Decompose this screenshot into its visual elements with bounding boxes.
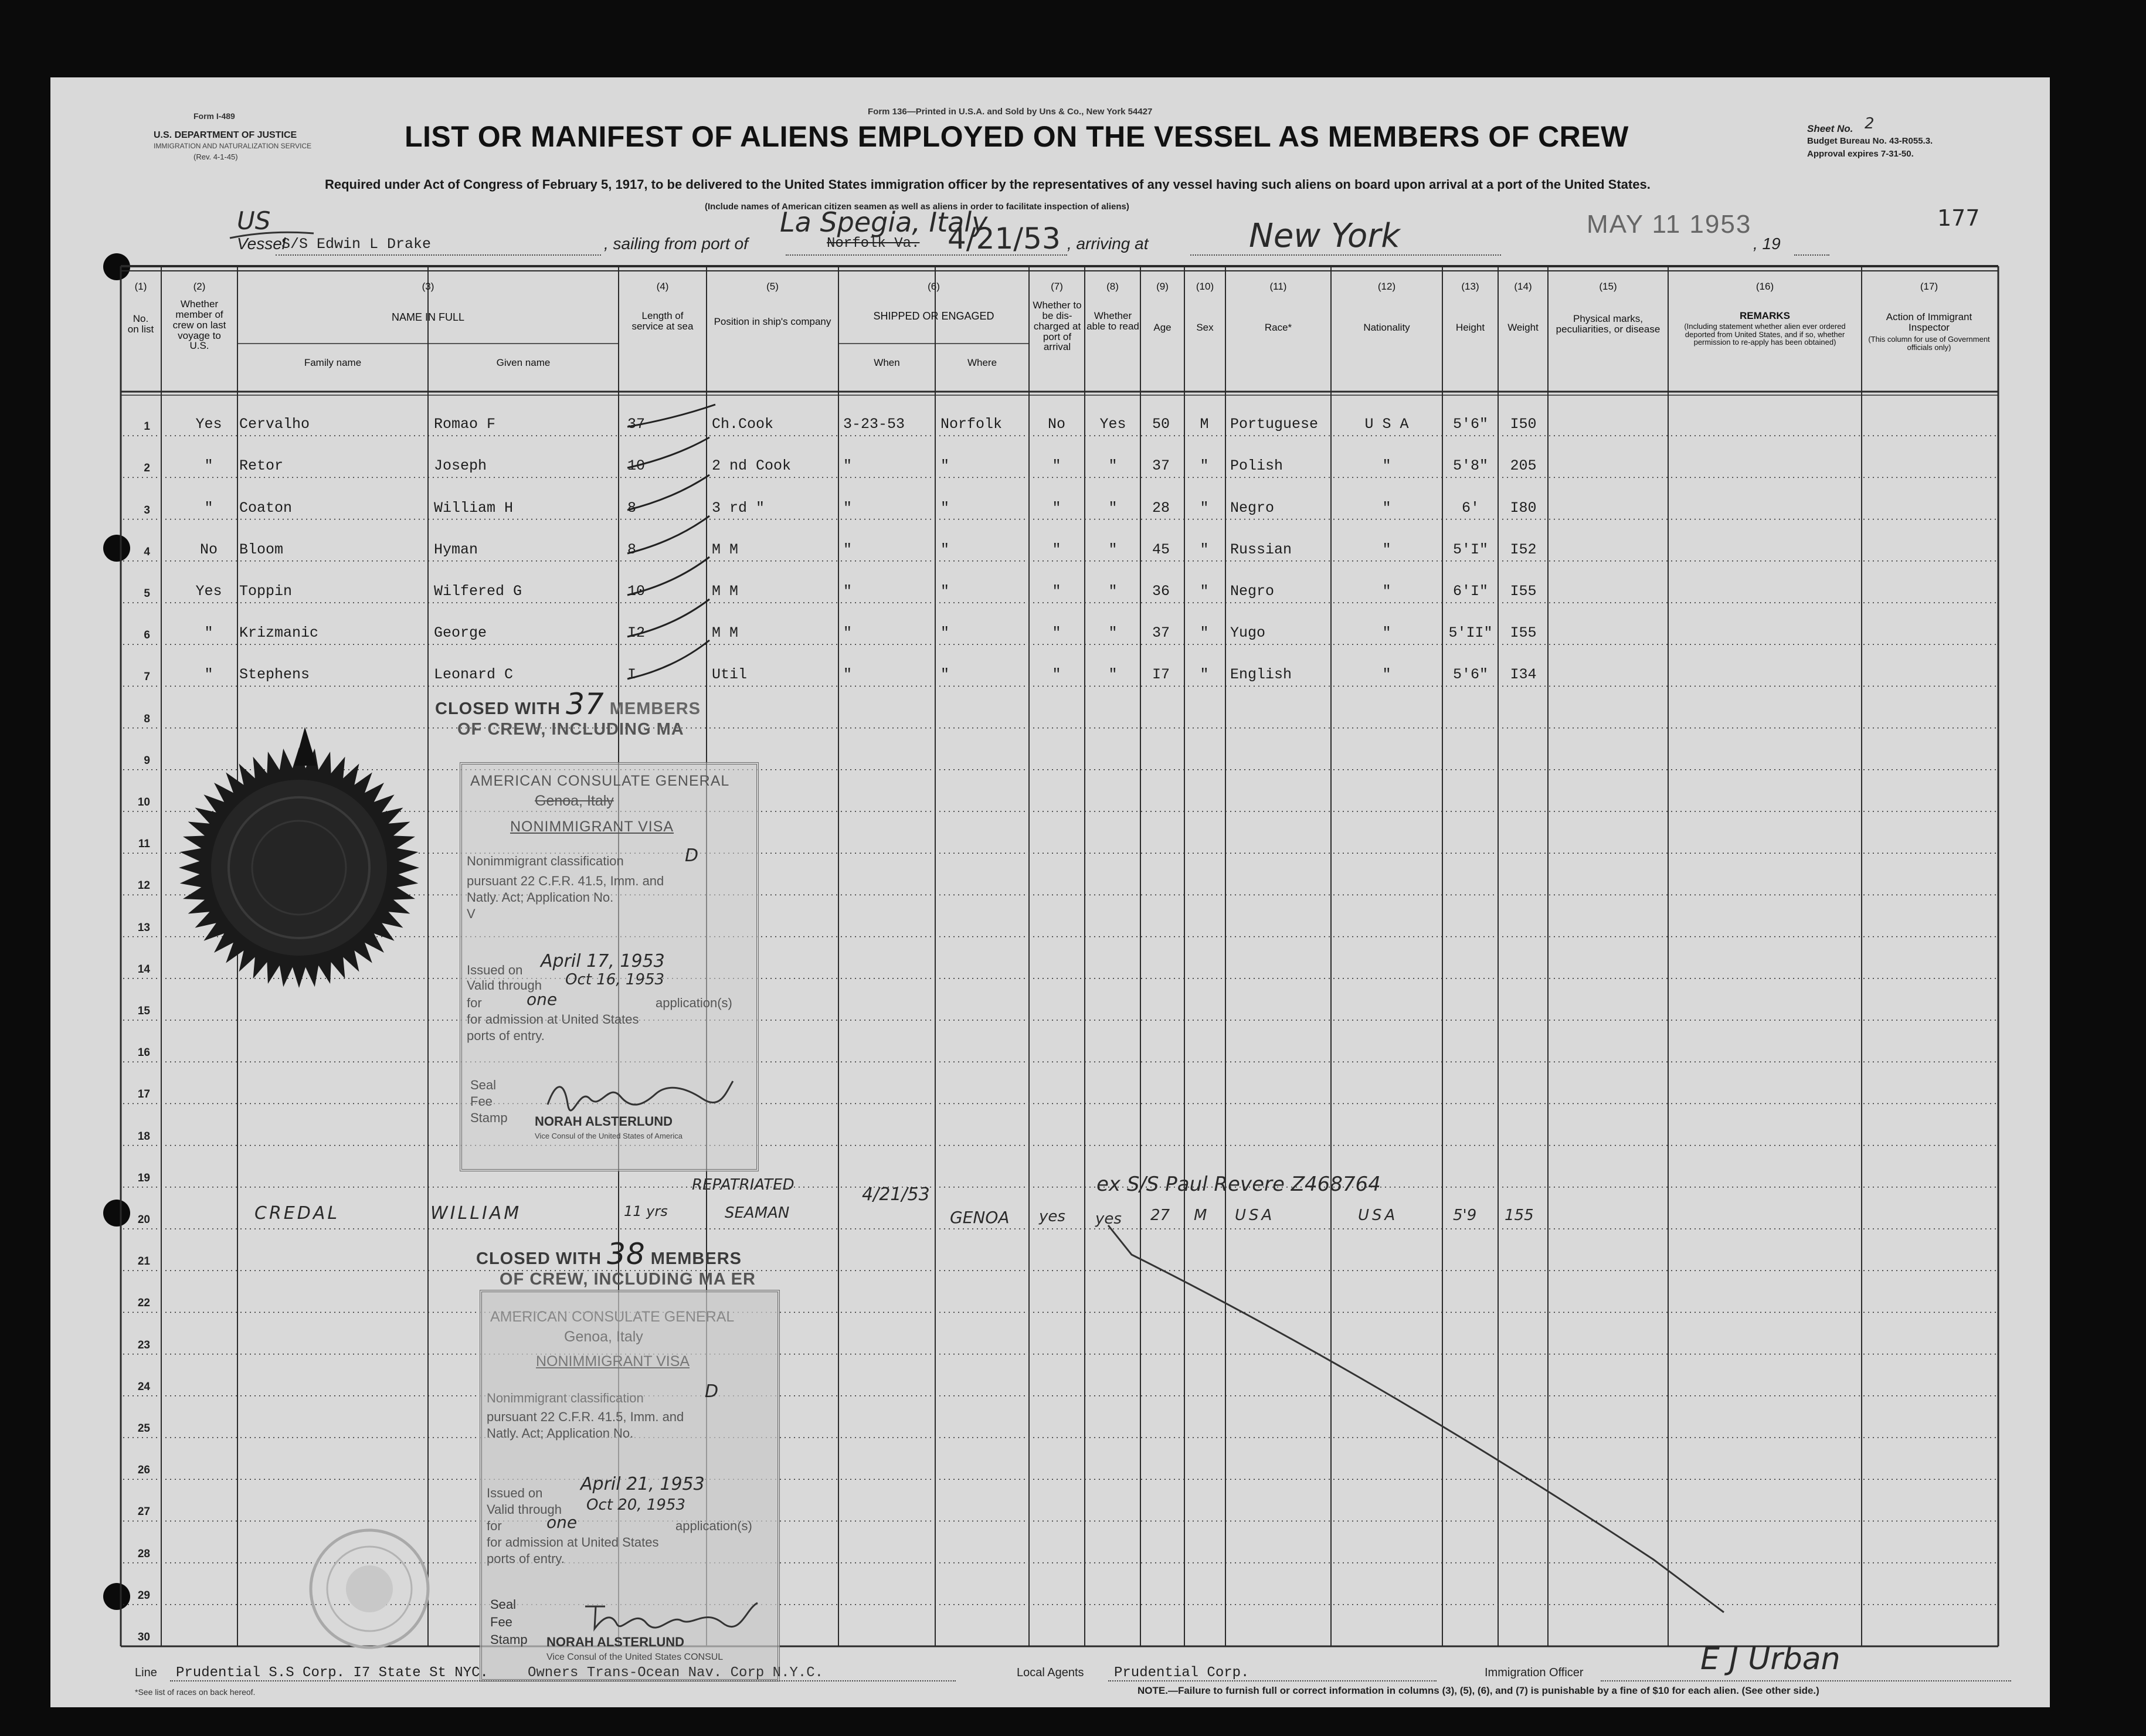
crew-family: Krizmanic <box>239 624 319 642</box>
printer-note: Form 136—Printed in U.S.A. and Sold by Uns & Co., New York 54427 <box>868 107 1153 117</box>
footer-owners-value: Owners Trans-Ocean Nav. Corp N.Y.C. <box>528 1665 824 1681</box>
col3-num: (3) <box>422 281 434 292</box>
col16-label: REMARKS <box>1740 310 1790 321</box>
col11-num: (11) <box>1269 281 1287 292</box>
added-read: yes <box>1095 1210 1122 1228</box>
added-when: 4/21/53 <box>862 1184 930 1205</box>
sheet-number: 2 <box>1865 115 1875 133</box>
crew-family: Retor <box>239 457 284 475</box>
col9-num: (9) <box>1156 281 1169 292</box>
page-title: LIST OR MANIFEST OF ALIENS EMPLOYED ON THE VESSEL AS MEMBERS OF CREW <box>405 120 1629 153</box>
crew-when: " <box>843 583 853 600</box>
page-number: 177 <box>1937 205 1980 231</box>
crew-read: " <box>1108 666 1118 684</box>
closed-stamp-1-line1: CLOSED WITH 37 MEMBERS <box>435 687 701 721</box>
added-position-top: REPATRIATED <box>692 1176 794 1194</box>
added-position: SEAMAN <box>725 1204 790 1222</box>
crew-position: Ch.Cook <box>712 416 774 433</box>
col6-label: SHIPPED OR ENGAGED <box>873 310 994 322</box>
footer-agents-label: Local Agents <box>1017 1666 1084 1679</box>
added-race: USA <box>1235 1207 1275 1224</box>
sailing-date-hand: 4/21/53 <box>948 222 1061 256</box>
crew-discharged: " <box>1052 541 1061 558</box>
col6-where: Where <box>967 357 997 368</box>
crew-weight: 205 <box>1510 457 1537 475</box>
col14-num: (14) <box>1514 281 1532 292</box>
service: IMMIGRATION AND NATURALIZATION SERVICE <box>154 142 312 150</box>
crew-weight: I55 <box>1510 624 1537 642</box>
crew-discharged: " <box>1052 499 1061 517</box>
crew-sex: " <box>1200 499 1209 517</box>
col14-label: Weight <box>1507 322 1539 333</box>
crew-discharged: " <box>1052 583 1061 600</box>
line-number: 10 <box>137 796 150 808</box>
col3-given: Given name <box>496 357 551 368</box>
crew-service: 8 <box>627 499 637 517</box>
crew-race: Yugo <box>1230 624 1266 642</box>
added-service: 11 yrs <box>624 1203 668 1219</box>
crew-prev: " <box>204 624 213 642</box>
footer-agents-value: Prudential Corp. <box>1114 1665 1249 1681</box>
crew-age: 36 <box>1152 583 1170 600</box>
crew-where: " <box>940 499 950 517</box>
footer-officer-label: Immigration Officer <box>1485 1666 1584 1679</box>
crew-service: I <box>627 666 637 684</box>
crew-weight: I80 <box>1510 499 1537 517</box>
crew-nationality: " <box>1382 457 1391 475</box>
col2-label: Whether member of crew on last voyage to U.S. <box>172 298 226 352</box>
footer-officer-signature: E J Urban <box>1700 1642 1841 1677</box>
crew-discharged: No <box>1047 416 1065 433</box>
subtitle: Required under Act of Congress of February 5, 1917, to be delivered to the United States immigration officer by the representatives of any vessel having such aliens on board upon arrival at a port of the United States. <box>325 177 1651 192</box>
faint-seal-icon <box>305 1524 434 1653</box>
crew-when: " <box>843 624 853 642</box>
crew-sex: " <box>1200 624 1209 642</box>
crew-given: Leonard C <box>434 666 514 684</box>
crew-age: 50 <box>1152 416 1170 433</box>
line-number: 17 <box>137 1088 150 1101</box>
col5-label: Position in ship's company <box>714 316 831 327</box>
col3-label: NAME IN FULL <box>391 311 465 323</box>
crew-position: 3 rd " <box>712 499 765 517</box>
line-number: 23 <box>137 1338 150 1351</box>
crew-nationality: " <box>1382 499 1391 517</box>
footer-line-value: Prudential S.S Corp. I7 State St NYC. <box>176 1665 488 1681</box>
crew-weight: I50 <box>1510 416 1537 433</box>
crew-service: 8 <box>627 541 637 558</box>
col17-num: (17) <box>1920 281 1938 292</box>
col11-label: Race* <box>1264 322 1292 333</box>
crew-height: 6'I" <box>1452 583 1488 600</box>
crew-weight: I34 <box>1510 666 1537 684</box>
line-number: 19 <box>137 1171 150 1184</box>
crew-discharged: " <box>1052 457 1061 475</box>
crew-given: Wilfered G <box>434 583 522 600</box>
col1-num: (1) <box>134 281 147 292</box>
crew-weight: I52 <box>1510 541 1537 558</box>
line-number: 15 <box>137 1005 150 1017</box>
added-sex: M <box>1194 1207 1207 1224</box>
crew-height: 5'8" <box>1452 457 1488 475</box>
vessel-prefix: US <box>237 206 271 235</box>
visa-stamp-1: AMERICAN CONSULATE GENERAL Genoa, Italy NONIMMIGRANT VISA Nonimmigrant classification D pursuant 22 C.F.R. 41.5, Imm. and Natly. Act; Application No. V Issued on April 17, 1953 Valid through Oct 16, 1953 for one application(s) for admission at United States ports of entry. Seal Fee Stamp NORAH ALSTERLUND Vice Consul of the United States of America <box>460 762 759 1171</box>
crew-where: " <box>940 624 950 642</box>
col15-num: (15) <box>1599 281 1617 292</box>
crew-read: " <box>1108 541 1118 558</box>
col17-sub: (This column for use of Government officials only) <box>1868 335 1990 352</box>
added-weight: 155 <box>1505 1207 1534 1224</box>
col10-label: Sex <box>1196 322 1214 333</box>
vessel-label: Vessel <box>237 235 286 253</box>
crew-where: " <box>940 583 950 600</box>
revision: (Rev. 4-1-45) <box>193 152 238 161</box>
line-number: 3 <box>144 504 150 517</box>
crew-weight: I55 <box>1510 583 1537 600</box>
crew-where: " <box>940 457 950 475</box>
crew-height: 5'II" <box>1448 624 1493 642</box>
crew-sex: " <box>1200 583 1209 600</box>
crew-prev: " <box>204 457 213 475</box>
arriving-at: New York <box>1249 217 1400 255</box>
sailing-label: , sailing from port of <box>604 235 748 253</box>
footer-note: NOTE.—Failure to furnish full or correct information in columns (3), (5), (6), and (7) is punishable by a fine of $10 for each alien. (See other side.) <box>1137 1685 1819 1696</box>
col4-label: Length of service at sea <box>631 310 694 332</box>
line-number: 12 <box>137 879 150 892</box>
col4-num: (4) <box>656 281 669 292</box>
added-where: GENOA <box>950 1208 1010 1227</box>
crew-given: William H <box>434 499 514 517</box>
crew-read: " <box>1108 583 1118 600</box>
crew-given: Romao F <box>434 416 496 433</box>
crew-read: Yes <box>1099 416 1126 433</box>
line-number: 7 <box>144 671 150 684</box>
crew-read: " <box>1108 624 1118 642</box>
col7-label: Whether to be dis-charged at port of arrival <box>1033 300 1082 353</box>
sheet-label: Sheet No. <box>1807 123 1853 134</box>
crew-sex: " <box>1200 666 1209 684</box>
crew-service: 37 <box>627 416 646 433</box>
crew-when: " <box>843 541 853 558</box>
line-number: 1 <box>144 420 150 433</box>
closed-stamp-2-line2: OF CREW, INCLUDING MA ER <box>500 1270 756 1289</box>
footer-line-rule <box>170 1680 956 1681</box>
line-number: 4 <box>144 545 150 558</box>
crew-height: 5'6" <box>1452 666 1488 684</box>
col7-num: (7) <box>1051 281 1063 292</box>
crew-position: M M <box>712 583 739 600</box>
line-number: 16 <box>137 1047 150 1059</box>
added-family: CREDAL <box>254 1203 340 1224</box>
crew-height: 6' <box>1461 499 1479 517</box>
crew-family: Cervalho <box>239 416 310 433</box>
line-number: 21 <box>137 1255 150 1268</box>
col13-label: Height <box>1455 322 1485 333</box>
line-number: 26 <box>137 1464 150 1477</box>
visa-stamp-2: AMERICAN CONSULATE GENERAL Genoa, Italy NONIMMIGRANT VISA Nonimmigrant classification D pursuant 22 C.F.R. 41.5, Imm. and Natly. Act; Application No. Issued on April 21, 1953 Valid through Oct 20, 1953 for one application(s) for admission at United States ports of entry. Seal Fee Stamp NORAH ALSTERLUND Vice Consul of the United States CONSUL <box>480 1290 780 1681</box>
col5-num: (5) <box>766 281 779 292</box>
crew-discharged: " <box>1052 666 1061 684</box>
crew-prev: Yes <box>195 583 222 600</box>
crew-family: Stephens <box>239 666 310 684</box>
crew-nationality: " <box>1382 583 1391 600</box>
col16-num: (16) <box>1755 281 1774 292</box>
col13-num: (13) <box>1461 281 1479 292</box>
col6-when: When <box>874 357 900 368</box>
col9-label: Age <box>1153 322 1172 333</box>
line-number: 27 <box>137 1506 150 1518</box>
footer-line-label: Line <box>135 1666 157 1679</box>
crew-when: 3-23-53 <box>843 416 905 433</box>
added-height: 5'9 <box>1453 1207 1477 1224</box>
crew-service: I2 <box>627 624 646 642</box>
added-nationality: USA <box>1358 1207 1398 1224</box>
col3-family: Family name <box>304 357 362 368</box>
crew-position: Util <box>712 666 748 684</box>
col2-num: (2) <box>193 281 206 292</box>
crew-nationality: " <box>1382 541 1391 558</box>
include-note: (Include names of American citizen seamen as well as aliens in order to facilitate inspection of aliens) <box>705 202 1129 212</box>
crew-race: Polish <box>1230 457 1283 475</box>
footer-agents-rule <box>1108 1680 1437 1681</box>
added-age: 27 <box>1150 1207 1170 1224</box>
crew-when: " <box>843 666 853 684</box>
crew-race: Negro <box>1230 583 1275 600</box>
crew-given: George <box>434 624 487 642</box>
crew-race: Russian <box>1230 541 1292 558</box>
line-number: 22 <box>137 1297 150 1310</box>
crew-age: 37 <box>1152 457 1170 475</box>
approval: Approval expires 7-31-50. <box>1807 149 1914 159</box>
line-number: 24 <box>137 1380 150 1393</box>
line-number: 5 <box>144 587 150 600</box>
crew-sex: " <box>1200 541 1209 558</box>
year-label: , 19 <box>1753 235 1781 253</box>
budget-bureau: Budget Bureau No. 43-R055.3. <box>1807 136 1933 146</box>
line-number: 30 <box>137 1631 150 1643</box>
visa-1-signature <box>544 1075 738 1116</box>
line-number: 29 <box>137 1589 150 1602</box>
added-discharged: yes <box>1039 1208 1065 1225</box>
crew-prev: " <box>204 666 213 684</box>
race-note: *See list of races on back hereof. <box>135 1687 256 1697</box>
crew-service: 10 <box>627 457 646 475</box>
crew-where: " <box>940 541 950 558</box>
col12-num: (12) <box>1377 281 1396 292</box>
line-number: 9 <box>144 754 150 767</box>
crew-age: 37 <box>1152 624 1170 642</box>
consular-seal-icon <box>170 709 446 997</box>
crew-where: " <box>940 666 950 684</box>
crew-prev: Yes <box>195 416 222 433</box>
crew-height: 5'6" <box>1452 416 1488 433</box>
line-number: 14 <box>137 963 150 976</box>
crew-sex: M <box>1200 416 1209 433</box>
crew-nationality: U S A <box>1364 416 1409 433</box>
crew-height: 5'I" <box>1452 541 1488 558</box>
crew-nationality: " <box>1382 666 1391 684</box>
line-number: 25 <box>137 1422 150 1435</box>
crew-position: 2 nd Cook <box>712 457 792 475</box>
col12-label: Nationality <box>1363 322 1410 333</box>
closed-stamp-1-line2: OF CREW, INCLUDING MA <box>457 720 684 739</box>
line-number: 2 <box>144 462 150 475</box>
crew-prev: " <box>204 499 213 517</box>
crew-read: " <box>1108 499 1118 517</box>
arriving-label: , arriving at <box>1067 235 1149 253</box>
crew-read: " <box>1108 457 1118 475</box>
department: U.S. DEPARTMENT OF JUSTICE <box>154 130 297 140</box>
visa-2-signature <box>582 1597 763 1638</box>
crew-race: English <box>1230 666 1292 684</box>
col8-num: (8) <box>1106 281 1119 292</box>
crew-given: Hyman <box>434 541 478 558</box>
crew-service: 10 <box>627 583 646 600</box>
crew-sex: " <box>1200 457 1209 475</box>
crew-family: Bloom <box>239 541 284 558</box>
col16-sub: (Including statement whether alien ever ordered deported from United States, and if so, whether permission to re-apply has been obtained) <box>1684 322 1846 347</box>
crew-nationality: " <box>1382 624 1391 642</box>
line-number: 18 <box>137 1130 150 1143</box>
crew-discharged: " <box>1052 624 1061 642</box>
crew-when: " <box>843 457 853 475</box>
crew-age: 45 <box>1152 541 1170 558</box>
crew-given: Joseph <box>434 457 487 475</box>
line-number: 20 <box>137 1214 150 1226</box>
line-number: 11 <box>138 838 150 851</box>
footer-officer-rule <box>1601 1680 2011 1681</box>
arrival-date-stamp: MAY 11 1953 <box>1587 210 1752 239</box>
line-number: 6 <box>144 629 150 642</box>
line-number: 8 <box>144 712 150 725</box>
added-given: WILLIAM <box>430 1203 522 1224</box>
col6-num: (6) <box>928 281 940 292</box>
sailing-from: Norfolk Va. <box>827 236 920 252</box>
crew-position: M M <box>712 541 739 558</box>
col15-label: Physical marks, peculiarities, or disease <box>1556 313 1661 335</box>
col8-label: Whether able to read <box>1086 310 1139 332</box>
crew-age: I7 <box>1152 666 1170 684</box>
col17-label: Action of Immigrant Inspector <box>1886 311 1972 333</box>
crew-family: Coaton <box>239 499 293 517</box>
crew-age: 28 <box>1152 499 1170 517</box>
added-remark: ex S/S Paul Revere Z468764 <box>1096 1173 1381 1196</box>
crew-position: M M <box>712 624 739 642</box>
col1-label: No. on list <box>127 313 154 335</box>
crew-prev: No <box>199 541 218 558</box>
col10-num: (10) <box>1196 281 1214 292</box>
vessel-name: S/S Edwin L Drake <box>281 236 432 253</box>
sailing-from-hand: La Spegia, Italy <box>780 206 988 238</box>
crew-family: Toppin <box>239 583 293 600</box>
form-number: Form I-489 <box>193 111 235 121</box>
line-number: 28 <box>137 1547 150 1560</box>
crew-race: Portuguese <box>1230 416 1319 433</box>
crew-where: Norfolk <box>940 416 1003 433</box>
closed-stamp-2-line1: CLOSED WITH 38 MEMBERS <box>476 1237 742 1271</box>
crew-when: " <box>843 499 853 517</box>
crew-race: Negro <box>1230 499 1275 517</box>
line-number: 13 <box>137 921 150 934</box>
